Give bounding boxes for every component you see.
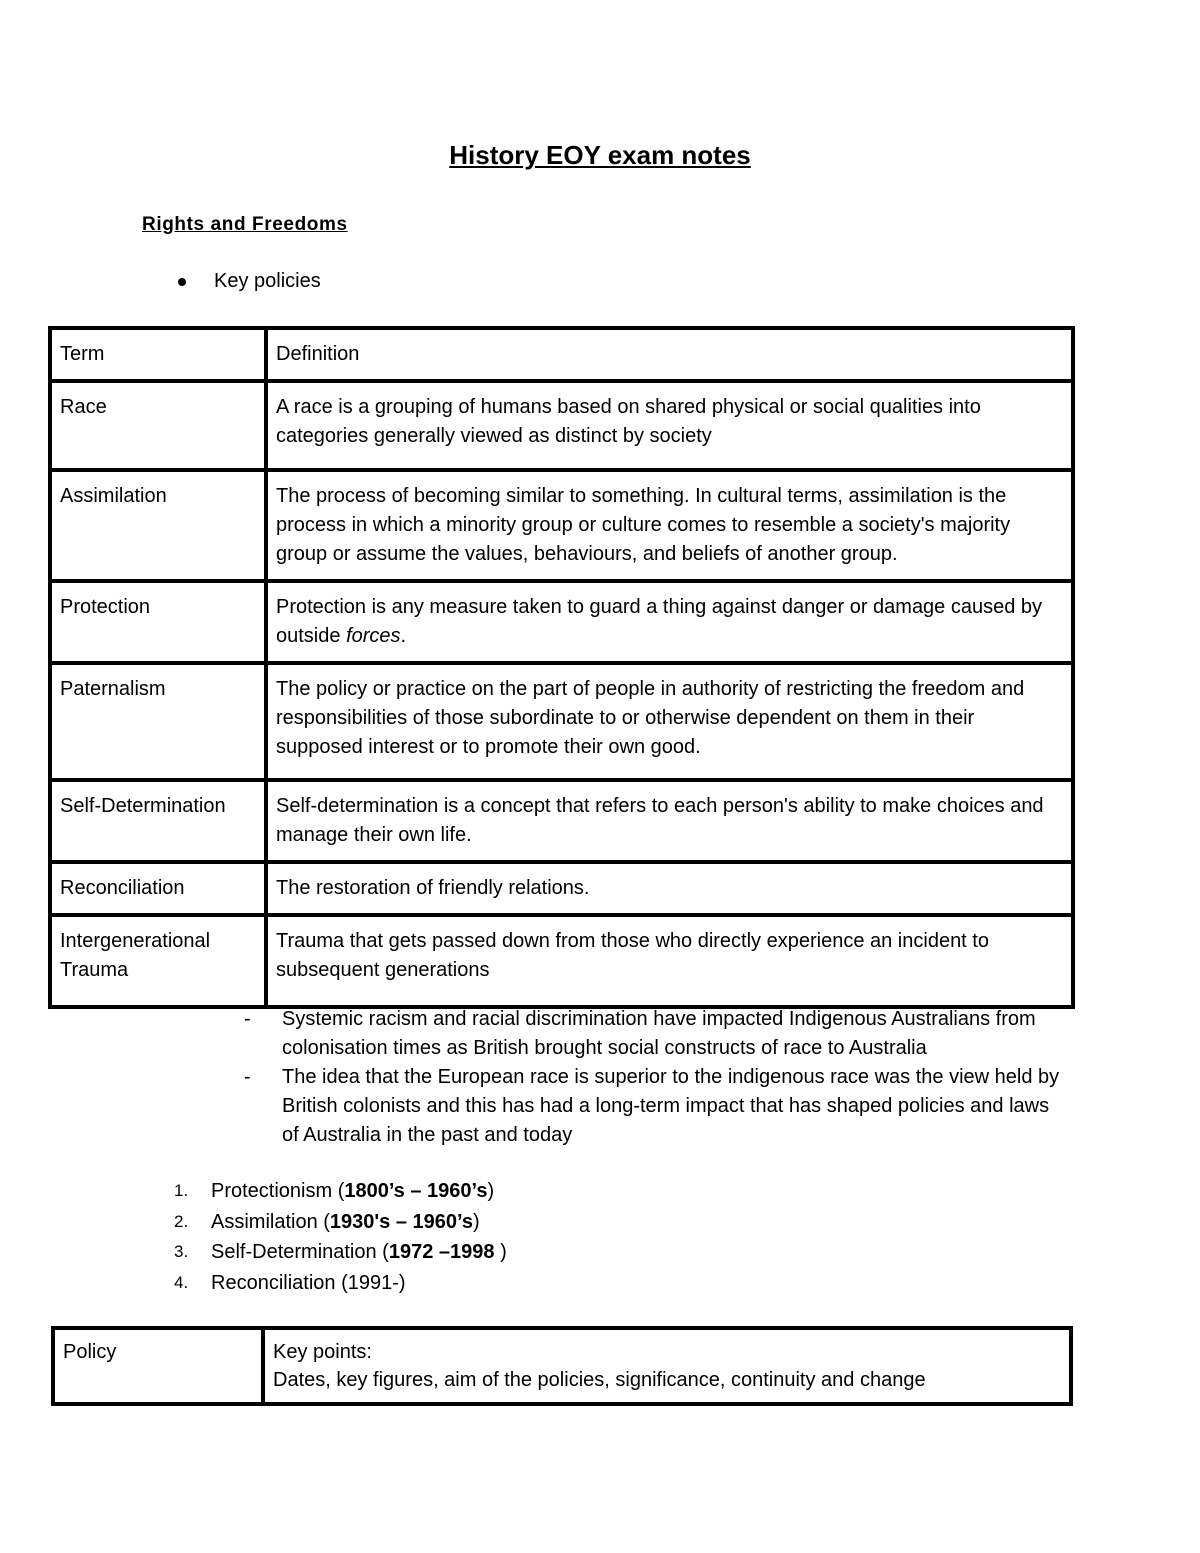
table-row xyxy=(50,780,1073,862)
table-row xyxy=(50,470,1073,581)
policy-name: Protectionism ( xyxy=(211,1180,345,1202)
bullet-list xyxy=(174,270,321,293)
policy-item-text xyxy=(211,1207,480,1238)
term-cell: Protection xyxy=(50,581,266,663)
terms-table xyxy=(48,326,1075,1009)
key-points-title: Key points: xyxy=(273,1341,372,1363)
column-header-term: Term xyxy=(50,328,266,381)
bullet-text: Key policies xyxy=(214,270,321,292)
term-cell: Paternalism xyxy=(50,663,266,780)
list-number: 4. xyxy=(174,1272,189,1292)
bullet-icon xyxy=(178,278,186,286)
policy-dates: 1930's – 1960’s xyxy=(329,1210,473,1233)
definition-cell: Trauma that gets passed down from those who directly experience an incident to subsequent generations xyxy=(266,915,1073,1007)
policy-name: Assimilation ( xyxy=(211,1210,330,1233)
table-header-row xyxy=(50,328,1073,381)
policy-dates: 1972 –1998 xyxy=(388,1241,495,1263)
definition-italic-text: forces xyxy=(346,625,401,647)
term-cell: Self-Determination xyxy=(50,780,266,862)
policy-header-cell: Policy xyxy=(53,1328,263,1404)
list-item xyxy=(244,1005,1064,1063)
dash-list xyxy=(244,1005,1064,1150)
dash-text: Systemic racism and racial discrimination have impacted Indigenous Australians from colonisation times as British brought social constructs of race to Australia xyxy=(282,1008,1036,1059)
policy-item-text xyxy=(211,1268,406,1299)
policy-item-text xyxy=(211,1237,507,1268)
table-row xyxy=(50,663,1073,780)
term-cell: Race xyxy=(50,381,266,470)
table-row xyxy=(50,381,1073,470)
definition-cell: The restoration of friendly relations. xyxy=(266,862,1073,915)
dash-text: The idea that the European race is superior to the indigenous race was the view held by British colonists and this has had a long-term impact that has shaped policies and laws of Australia in the past and today xyxy=(282,1066,1060,1146)
policy-dates: 1800’s – 1960’s xyxy=(344,1180,488,1202)
dash-marker: - xyxy=(244,1066,251,1088)
list-item xyxy=(174,1268,507,1299)
definition-text-end: . xyxy=(400,625,407,647)
page-title: History EOY exam notes xyxy=(449,140,751,170)
key-points-detail: Dates, key figures, aim of the policies, significance, continuity and change xyxy=(273,1369,926,1391)
section-heading: Rights and Freedoms xyxy=(142,214,348,235)
table-row xyxy=(50,862,1073,915)
list-item xyxy=(174,1237,507,1268)
list-item xyxy=(174,1207,507,1238)
list-item xyxy=(174,270,321,293)
table-row xyxy=(53,1328,1071,1404)
policy-item-text xyxy=(211,1176,494,1207)
policy-close: ) xyxy=(487,1180,495,1202)
key-points-cell xyxy=(263,1328,1071,1404)
term-cell: Reconciliation xyxy=(50,862,266,915)
term-cell: Assimilation xyxy=(50,470,266,581)
list-number: 2. xyxy=(174,1211,189,1231)
policy-name: Reconciliation (1991-) xyxy=(211,1271,406,1294)
dash-marker: - xyxy=(244,1008,251,1030)
policy-close: ) xyxy=(494,1241,507,1263)
numbered-list xyxy=(174,1176,507,1298)
list-number: 3. xyxy=(174,1242,189,1261)
policy-name: Self-Determination ( xyxy=(211,1241,389,1263)
definition-cell xyxy=(266,581,1073,663)
definition-cell: The policy or practice on the part of people in authority of restricting the freedom and responsibilities of those subordinate to or otherwise dependent on them in their supposed interest or to promote their own good. xyxy=(266,663,1073,780)
definition-cell: A race is a grouping of humans based on shared physical or social qualities into categories generally viewed as distinct by society xyxy=(266,381,1073,470)
definition-cell: Self-determination is a concept that refers to each person's ability to make choices and manage their own life. xyxy=(266,780,1073,862)
policy-table xyxy=(51,1326,1073,1406)
table-row xyxy=(50,915,1073,1007)
list-item xyxy=(244,1063,1064,1150)
term-cell: Intergenerational Trauma xyxy=(50,915,266,1007)
list-number: 1. xyxy=(174,1181,189,1200)
list-item xyxy=(174,1176,507,1207)
policy-close: ) xyxy=(472,1210,480,1233)
column-header-definition: Definition xyxy=(266,328,1073,381)
table-row xyxy=(50,581,1073,663)
definition-text: Protection is any measure taken to guard a thing against danger or damage caused by outside xyxy=(276,596,1043,647)
definition-cell: The process of becoming similar to something. In cultural terms, assimilation is the process in which a minority group or culture comes to resemble a society's majority group or assume the values, behaviours, and beliefs of another group. xyxy=(266,470,1073,581)
